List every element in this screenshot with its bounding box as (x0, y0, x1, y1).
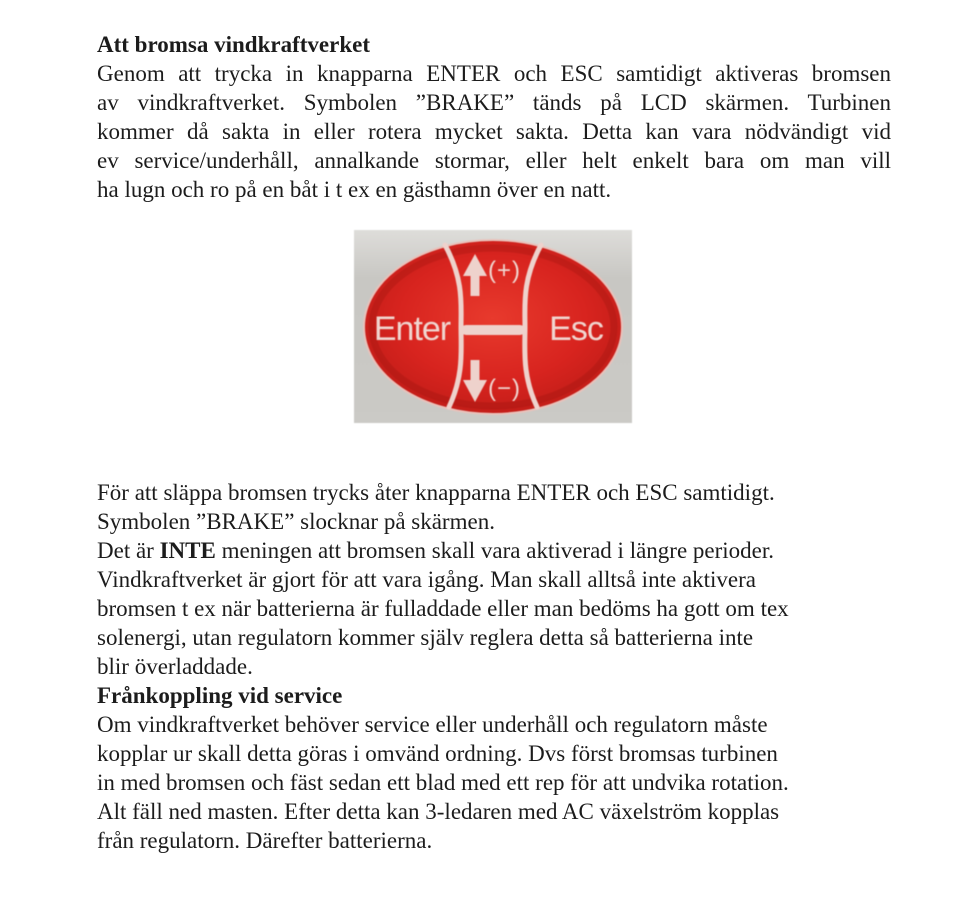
text-line: kopplar ur skall detta göras i omvänd ordning. Dvs först bromsas turbinen (97, 741, 778, 766)
document-page (97, 0, 891, 855)
text-line: Alt fäll ned masten. Efter detta kan 3-ledaren med AC växelström kopplas (97, 799, 780, 824)
heading-service-section: Frånkoppling vid service (97, 683, 343, 708)
section-release-brake (97, 478, 891, 681)
minus-label: (−) (488, 375, 521, 402)
section-brake (97, 30, 891, 204)
text-line: blir överladdade. (97, 654, 253, 679)
plus-label: (+) (488, 257, 521, 284)
heading-brake-section: Att bromsa vindkraftverket (97, 32, 370, 57)
text-line: av vindkraftverket. Symbolen ”BRAKE” tänds på LCD skärmen. Turbinen (97, 90, 891, 115)
text-line: från regulatorn. Därefter batterierna. (97, 828, 433, 853)
section-service (97, 681, 891, 855)
text-line: bromsen t ex när batterierna är fulladdade eller man bedöms ha gott om tex (97, 596, 789, 621)
keypad-photo (354, 230, 632, 423)
text-line: Om vindkraftverket behöver service eller underhåll och regulatorn måste (97, 712, 768, 737)
emphasis-inte: INTE (159, 538, 216, 563)
text-line: ev service/underhåll, annalkande stormar, eller helt enkelt bara om man vill (97, 148, 891, 173)
text-line: Symbolen ”BRAKE” slocknar på skärmen. (97, 509, 495, 534)
text-line: ha lugn och ro på en båt i t ex en gästhamn över en natt. (97, 177, 612, 202)
text-line: Vindkraftverket är gjort för att vara igång. Man skall alltså inte aktivera (97, 567, 756, 592)
text-run: Det är (97, 538, 160, 563)
text-line: solenergi, utan regulatorn kommer själv reglera detta så batterierna inte (97, 625, 754, 650)
text-line (97, 536, 891, 565)
text-run: meningen att bromsen skall vara aktiverad i längre perioder. (215, 538, 775, 563)
text-line: in med bromsen och fäst sedan ett blad med ett rep för att undvika rotation. (97, 770, 789, 795)
esc-button-label: Esc (549, 310, 603, 348)
enter-button-label: Enter (373, 310, 451, 348)
text-line: För att släppa bromsen trycks åter knapparna ENTER och ESC samtidigt. (97, 480, 775, 505)
text-line: kommer då sakta in eller rotera mycket sakta. Detta kan vara nödvändigt vid (97, 119, 891, 144)
text-line: Genom att trycka in knapparna ENTER och ESC samtidigt aktiveras bromsen (97, 61, 891, 86)
